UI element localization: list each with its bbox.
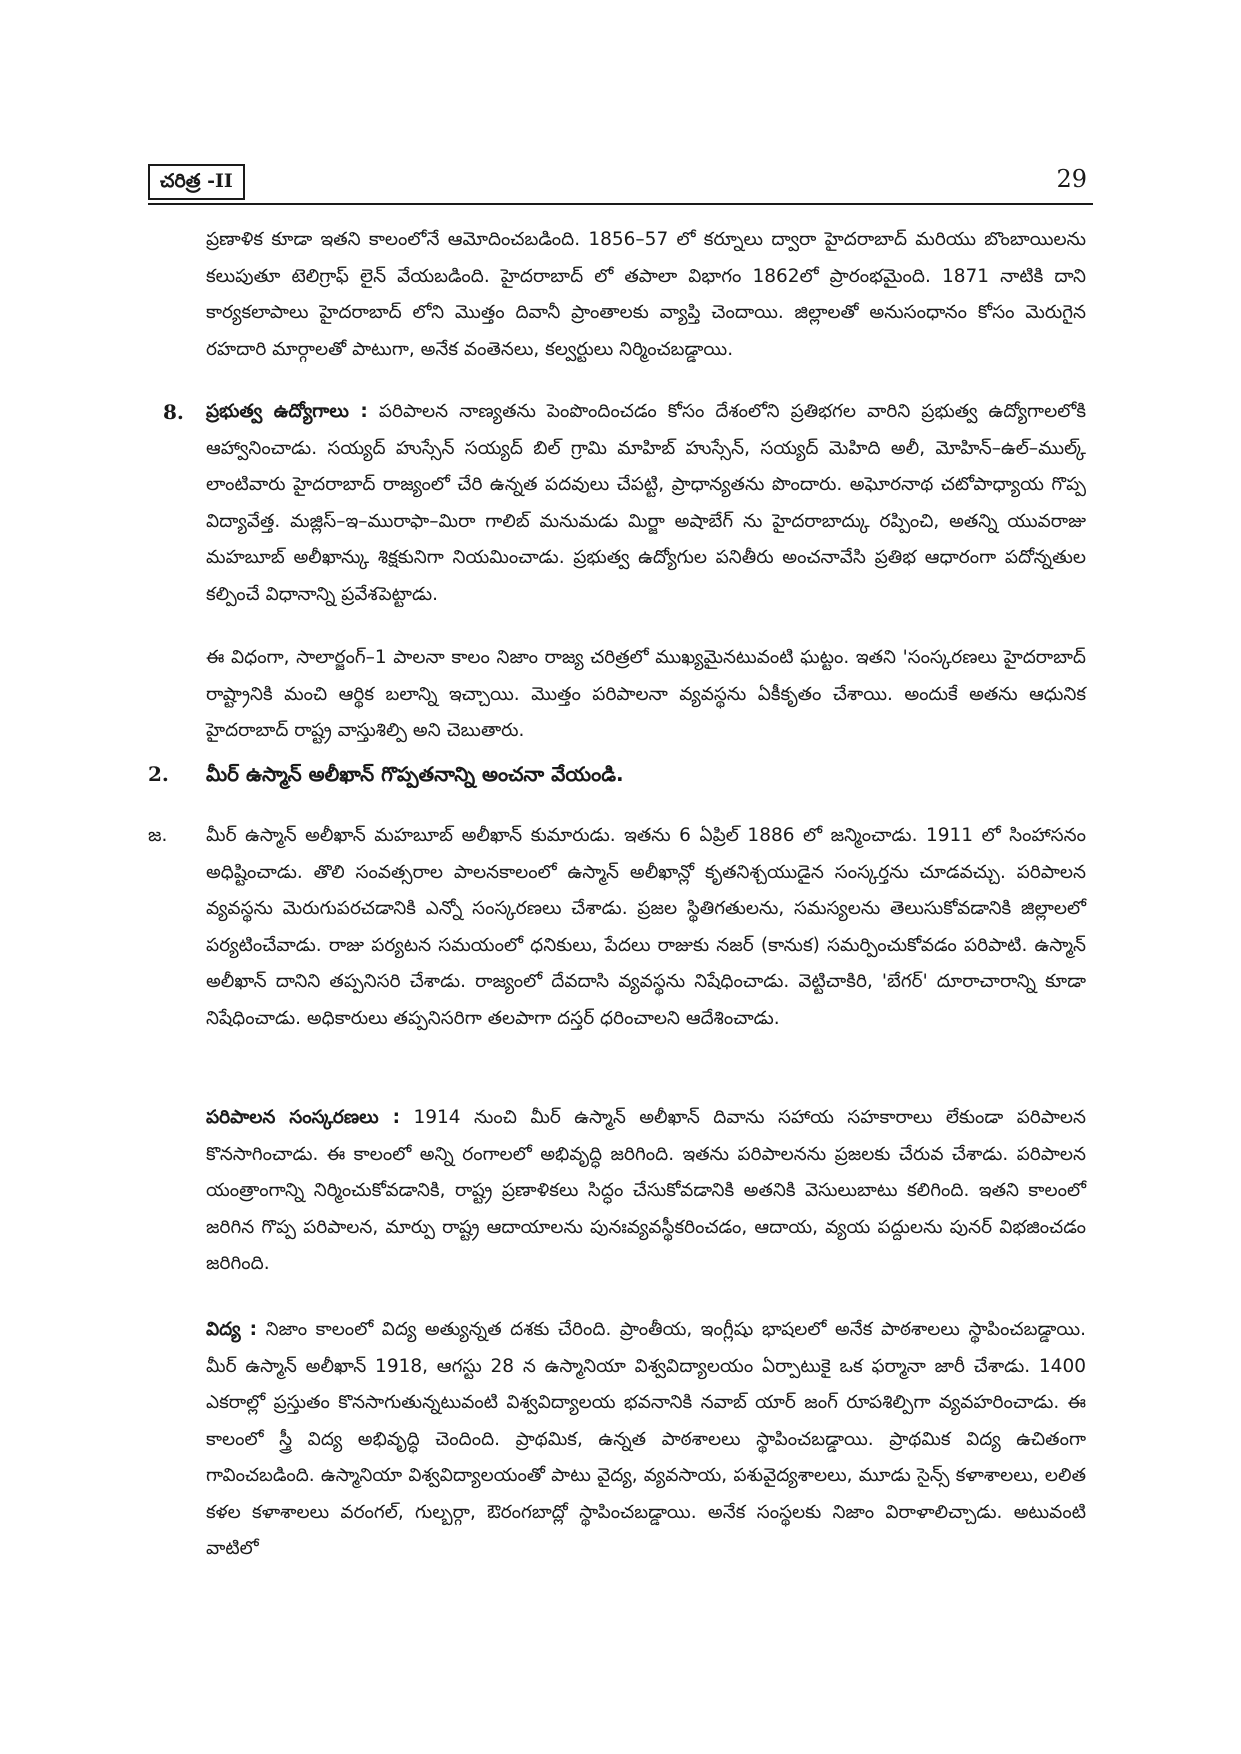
page-header <box>148 164 1093 206</box>
paragraph-education <box>206 1312 1086 1568</box>
paragraph-answer: మీర్ ఉస్మాన్ అలీఖాన్ మహబూబ్ అలీఖాన్ కుమారుడు. ఇతను 6 ఏప్రిల్ 1886 లో జన్మించాడు. 1911 లో సింహాసనం అధిష్టించాడు. తొలి సంవత్సరాల పాలనకాలంలో ఉస్మాన్ అలీఖాన్లో కృతనిశ్చయుడైన సంస్కర్తను చూడవచ్చు. పరిపాలన వ్యవస్థను మెరుగుపరచడానికి ఎన్నో సంస్కరణలు చేశాడు. ప్రజల స్థితిగతులను, సమస్యలను తెలుసుకోవడానికి జిల్లాలలో పర్యటించేవాడు. రాజు పర్యటన సమయంలో ధనికులు, పేదలు రాజుకు నజర్ (కానుక) సమర్పించుకోవడం పరిపాటి. ఉస్మాన్ అలీఖాన్ దానిని తప్పనిసరి చేశాడు. రాజ్యంలో దేవదాసి వ్యవస్థను నిషేధించాడు. వెట్టిచాకిరి, 'బేగర్' దూరాచారాన్ని కూడా నిషేధించాడు. అధికారులు తప్పనిసరిగా తలపాగా దస్తర్ ధరించాలని ఆదేశించాడు. <box>206 825 1086 1029</box>
heading-admin-reforms: పరిపాలన సంస్కరణలు : <box>206 1107 401 1128</box>
paragraph-government-jobs <box>206 394 1086 613</box>
item-number-8: 8. <box>163 400 184 424</box>
header-rule <box>148 203 1093 205</box>
page-number: 29 <box>1056 165 1087 193</box>
question-number-2: 2. <box>148 762 169 786</box>
text-government-jobs: పరిపాలన నాణ్యతను పెంపొందించడం కోసం దేశంలోని ప్రతిభగల వారిని ప్రభుత్వ ఉద్యోగాలలోకి ఆహ్వానించాడు. సయ్యద్ హుస్సేన్ సయ్యద్ బిల్ గ్రామి మాహిబ్ హుస్సేన్, సయ్యద్ మెహిది అలీ, మోహిన్–ఉల్–ముల్క్ లాంటివారు హైదరాబాద్ రాజ్యంలో చేరి ఉన్నత పదవులు చేపట్టి, ప్రాధాన్యతను పొందారు. అఘోరనాథ చటోపాధ్యాయ గొప్ప విద్యావేత్త. మజ్లిస్–ఇ–మురాఫా–మిరా గాలిబ్ మనుమడు మిర్జా అషాబేగ్ ను హైదరాబాద్కు రప్పించి, అతన్ని యువరాజు మహబూబ్ అలీఖాన్కు శిక్షకునిగా నియమించాడు. ప్రభుత్వ ఉద్యోగుల పనితీరు అంచనావేసి ప్రతిభ ఆధారంగా పదోన్నతుల కల్పించే విధానాన్ని ప్రవేశపెట్టాడు. <box>206 401 1086 605</box>
text-admin-reforms: 1914 నుంచి మీర్ ఉస్మాన్ అలీఖాన్ దివాను సహాయ సహకారాలు లేకుండా పరిపాలన కొనసాగించాడు. ఈ కాలంలో అన్ని రంగాలలో అభివృద్ధి జరిగింది. ఇతను పరిపాలనను ప్రజలకు చేరువ చేశాడు. పరిపాలన యంత్రాంగాన్ని నిర్మించుకోవడానికి, రాష్ట్ర ప్రణాళికలు సిద్ధం చేసుకోవడానికి అతనికి వెసులుబాటు కలిగింది. ఇతని కాలంలో జరిగిన గొప్ప పరిపాలన, మార్పు రాష్ట్ర ఆదాయాలను పునఃవ్యవస్థీకరించడం, ఆదాయ, వ్యయ పద్దులను పునర్ విభజించడం జరిగింది. <box>206 1107 1086 1274</box>
paragraph-admin-reforms <box>206 1100 1086 1283</box>
text-education: నిజాం కాలంలో విద్య అత్యున్నత దశకు చేరింది. ప్రాంతీయ, ఇంగ్లీషు భాషలలో అనేక పాఠశాలలు స్థాపించబడ్డాయి. మీర్ ఉస్మాన్ అలీఖాన్ 1918, ఆగస్టు 28 న ఉస్మానియా విశ్వవిద్యాలయం ఏర్పాటుకై ఒక ఫర్మానా జారీ చేశాడు. 1400 ఎకరాల్లో ప్రస్తుతం కొనసాగుతున్నటువంటి విశ్వవిద్యాలయ భవనానికి నవాబ్ యార్ జంగ్ రూపశిల్పిగా వ్యవహరించాడు. ఈ కాలంలో స్త్రీ విద్య అభివృద్ధి చెందింది. ప్రాథమిక, ఉన్నత పాఠశాలలు స్థాపించబడ్డాయి. ప్రాథమిక విద్య ఉచితంగా గావించబడింది. ఉస్మానియా విశ్వవిద్యాలయంతో పాటు వైద్య, వ్యవసాయ, పశువైద్యశాలలు, మూడు సైన్స్ కళాశాలలు, లలిత కళల కళాశాలలు వరంగల్, గుల్బర్గా, ఔరంగబాద్లో స్థాపించబడ్డాయి. అనేక సంస్థలకు నిజాం విరాళాలిచ్చాడు. అటువంటి వాటిలో <box>206 1319 1086 1559</box>
paragraph-conclusion: ఈ విధంగా, సాలార్జంగ్–1 పాలనా కాలం నిజాం రాజ్య చరిత్రలో ముఖ్యమైనటువంటి ఘట్టం. ఇతని 'సంస్కరణలు హైదరాబాద్ రాష్ట్రానికి మంచి ఆర్థిక బలాన్ని ఇచ్చాయి. మొత్తం పరిపాలనా వ్యవస్థను ఏకీకృతం చేశాయి. అందుకే అతను ఆధునిక హైదరాబాద్ రాష్ట్ర వాస్తుశిల్పి అని చెబుతారు. <box>206 647 1086 741</box>
heading-education: విద్య : <box>206 1319 258 1340</box>
answer-label: జ. <box>148 825 168 846</box>
question-heading: మీర్ ఉస్మాన్ అలీఖాన్ గొప్పతనాన్ని అంచనా వేయండి. <box>206 762 624 786</box>
heading-government-jobs: ప్రభుత్వ ఉద్యోగాలు : <box>206 401 368 422</box>
book-label: చరిత్ర -II <box>148 164 245 200</box>
paragraph-infrastructure: ప్రణాళిక కూడా ఇతని కాలంలోనే ఆమోదించబడింది. 1856–57 లో కర్నూలు ద్వారా హైదరాబాద్ మరియు బొంబాయిలను కలుపుతూ టెలిగ్రాఫ్ లైన్ వేయబడింది. హైదరాబాద్ లో తపాలా విభాగం 1862లో ప్రారంభమైంది. 1871 నాటికి దాని కార్యకలాపాలు హైదరాబాద్ లోని మొత్తం దివానీ ప్రాంతాలకు వ్యాప్తి చెందాయి. జిల్లాలతో అనుసంధానం కోసం మెరుగైన రహదారి మార్గాలతో పాటుగా, అనేక వంతెనలు, కల్వర్టులు నిర్మించబడ్డాయి. <box>206 229 1086 360</box>
